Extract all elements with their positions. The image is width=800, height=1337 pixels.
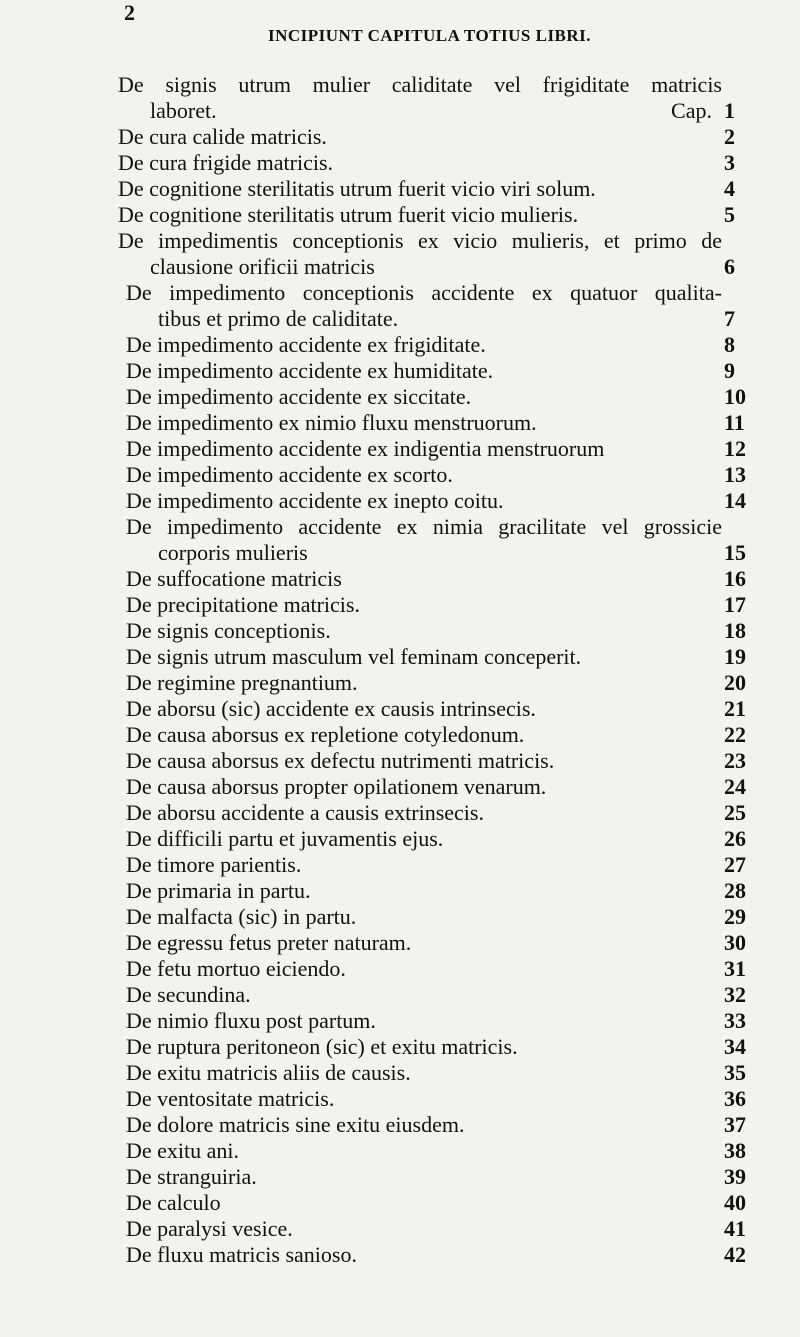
toc-entry-title: De timore parientis. — [126, 852, 302, 877]
chapter-number: 41 — [724, 1216, 746, 1241]
table-of-contents — [118, 72, 770, 1268]
toc-entry — [118, 332, 770, 358]
toc-entry-title: De primaria in partu. — [126, 878, 311, 903]
toc-entry — [118, 904, 770, 930]
chapter-number: 30 — [724, 930, 746, 955]
toc-entry-continuation: tibus et primo de caliditate. — [158, 306, 399, 331]
toc-entry-title: De dolore matricis sine exitu eiusdem. — [126, 1112, 465, 1137]
toc-entry — [118, 124, 770, 150]
toc-entry — [118, 1112, 770, 1138]
toc-entry-title: De signis utrum mulier caliditate vel frigiditate matricis — [118, 72, 722, 97]
chapter-number: 6 — [724, 254, 735, 279]
toc-entry-title: De impedimento accidente ex indigentia menstruorum — [126, 436, 605, 461]
toc-entry-title: De difficili partu et juvamentis ejus. — [126, 826, 444, 851]
toc-entry — [118, 1034, 770, 1060]
chapter-number: 31 — [724, 956, 746, 981]
toc-entry-title: De cognitione sterilitatis utrum fuerit vicio mulieris. — [118, 202, 579, 227]
chapter-number: 4 — [724, 176, 735, 201]
toc-entry-title: De impedimento accidente ex scorto. — [126, 462, 453, 487]
chapter-number: 3 — [724, 150, 735, 175]
chapter-number: 33 — [724, 1008, 746, 1033]
toc-entry-title: De impedimentis conceptionis ex vicio mulieris, et primo de — [118, 228, 722, 253]
toc-entry-title: De calculo — [126, 1190, 221, 1215]
toc-entry — [118, 176, 770, 202]
running-header: INCIPIUNT CAPITULA TOTIUS LIBRI. — [268, 26, 592, 45]
chapter-number: 7 — [724, 306, 735, 331]
chapter-number: 21 — [724, 696, 746, 721]
toc-entry — [118, 956, 770, 982]
toc-entry — [118, 1138, 770, 1164]
toc-entry-title: De impedimento accidente ex inepto coitu. — [126, 488, 504, 513]
toc-entry — [118, 384, 770, 410]
toc-entry — [118, 722, 770, 748]
chapter-number: 19 — [724, 644, 746, 669]
toc-entry — [118, 1216, 770, 1242]
chapter-number: 22 — [724, 722, 746, 747]
toc-entry-title: De signis conceptionis. — [126, 618, 331, 643]
toc-entry-title: De impedimento accidente ex siccitate. — [126, 384, 472, 409]
chapter-number: 36 — [724, 1086, 746, 1111]
toc-entry — [118, 800, 770, 826]
toc-entry-title: De egressu fetus preter naturam. — [126, 930, 412, 955]
toc-entry — [118, 878, 770, 904]
toc-entry-title: De exitu ani. — [126, 1138, 240, 1163]
toc-entry — [118, 1086, 770, 1112]
chapter-number: 1 — [724, 98, 735, 123]
toc-entry-title: De nimio fluxu post partum. — [126, 1008, 376, 1033]
toc-entry-title: De secundina. — [126, 982, 251, 1007]
toc-entry — [118, 410, 770, 436]
chapter-number: 25 — [724, 800, 746, 825]
chapter-number: 39 — [724, 1164, 746, 1189]
toc-entry — [118, 644, 770, 670]
chapter-number: 10 — [724, 384, 746, 409]
toc-entry-title: De fluxu matricis sanioso. — [126, 1242, 357, 1267]
toc-entry — [118, 228, 770, 280]
toc-entry-title: De impedimento accidente ex nimia gracilitate vel grossicie — [126, 514, 722, 539]
toc-entry-title: De malfacta (sic) in partu. — [126, 904, 357, 929]
toc-entry — [118, 566, 770, 592]
toc-entry — [118, 930, 770, 956]
chapter-number: 24 — [724, 774, 746, 799]
chapter-number: 42 — [724, 1242, 746, 1267]
toc-entry-title: De exitu matricis aliis de causis. — [126, 1060, 411, 1085]
chapter-number: 2 — [724, 124, 735, 149]
toc-entry-title: De signis utrum masculum vel feminam conceperit. — [126, 644, 582, 669]
toc-entry-title: De precipitatione matricis. — [126, 592, 360, 617]
chapter-number: 11 — [724, 410, 745, 435]
toc-entry — [118, 436, 770, 462]
toc-entry — [118, 1164, 770, 1190]
chapter-number: 5 — [724, 202, 735, 227]
toc-entry — [118, 488, 770, 514]
toc-entry-continuation: clausione orificii matricis — [150, 254, 375, 279]
chapter-number: 14 — [724, 488, 746, 513]
toc-entry-continuation: corporis mulieris — [158, 540, 308, 565]
toc-entry-title: De paralysi vesice. — [126, 1216, 293, 1241]
page-number: 2 — [124, 0, 135, 25]
toc-entry — [118, 280, 770, 332]
toc-entry-title: De ventositate matricis. — [126, 1086, 335, 1111]
chapter-number: 17 — [724, 592, 746, 617]
toc-entry-title: De causa aborsus ex repletione cotyledonum. — [126, 722, 525, 747]
chapter-number: 35 — [724, 1060, 746, 1085]
chapter-number: 15 — [724, 540, 746, 565]
chapter-number: 13 — [724, 462, 746, 487]
chapter-number: 26 — [724, 826, 746, 851]
chapter-number: 12 — [724, 436, 746, 461]
chapter-number: 27 — [724, 852, 746, 877]
chapter-number: 9 — [724, 358, 735, 383]
toc-entry-title: De causa aborsus ex defectu nutrimenti matricis. — [126, 748, 555, 773]
toc-entry — [118, 852, 770, 878]
toc-entry-title: De fetu mortuo eiciendo. — [126, 956, 346, 981]
chapter-number: 28 — [724, 878, 746, 903]
toc-entry — [118, 826, 770, 852]
toc-entry-title: De aborsu (sic) accidente ex causis intrinsecis. — [126, 696, 536, 721]
toc-entry-title: De aborsu accidente a causis extrinsecis. — [126, 800, 484, 825]
chapter-number: 16 — [724, 566, 746, 591]
toc-entry-title: De cura calide matricis. — [118, 124, 327, 149]
toc-entry-title: De ruptura peritoneon (sic) et exitu matricis. — [126, 1034, 518, 1059]
toc-entry-title: De regimine pregnantium. — [126, 670, 358, 695]
toc-entry-title: De impedimento accidente ex humiditate. — [126, 358, 494, 383]
toc-entry — [118, 462, 770, 488]
chapter-number: 20 — [724, 670, 746, 695]
chapter-number: 34 — [724, 1034, 746, 1059]
chapter-number: 8 — [724, 332, 735, 357]
chapter-number: 29 — [724, 904, 746, 929]
chapter-number: 23 — [724, 748, 746, 773]
toc-entry-title: De stranguiria. — [126, 1164, 257, 1189]
toc-entry — [118, 150, 770, 176]
chapter-number: 32 — [724, 982, 746, 1007]
toc-entry — [118, 202, 770, 228]
toc-entry — [118, 1242, 770, 1268]
toc-entry-title: De cognitione sterilitatis utrum fuerit vicio viri solum. — [118, 176, 596, 201]
toc-entry-title: De suffocatione matricis — [126, 566, 342, 591]
toc-entry — [118, 696, 770, 722]
toc-entry-title: De impedimento conceptionis accidente ex quatuor qualita- — [126, 280, 722, 305]
toc-entry — [118, 670, 770, 696]
toc-entry — [118, 592, 770, 618]
toc-entry — [118, 1060, 770, 1086]
chapter-number: 38 — [724, 1138, 746, 1163]
chapter-number: 40 — [724, 1190, 746, 1215]
toc-entry — [118, 514, 770, 566]
toc-entry — [118, 774, 770, 800]
toc-entry — [118, 1008, 770, 1034]
toc-entry — [118, 982, 770, 1008]
toc-entry-title: De cura frigide matricis. — [118, 150, 334, 175]
toc-entry — [118, 748, 770, 774]
toc-entry — [118, 618, 770, 644]
toc-entry — [118, 72, 770, 124]
chapter-number: 37 — [724, 1112, 746, 1137]
cap-label: Cap. — [671, 98, 712, 123]
toc-entry-title: De impedimento accidente ex frigiditate. — [126, 332, 486, 357]
toc-entry — [118, 1190, 770, 1216]
chapter-number: 18 — [724, 618, 746, 643]
toc-entry-continuation: laboret. — [150, 98, 217, 123]
toc-entry-title: De causa aborsus propter opilationem venarum. — [126, 774, 547, 799]
toc-entry-title: De impedimento ex nimio fluxu menstruorum. — [126, 410, 537, 435]
toc-entry — [118, 358, 770, 384]
